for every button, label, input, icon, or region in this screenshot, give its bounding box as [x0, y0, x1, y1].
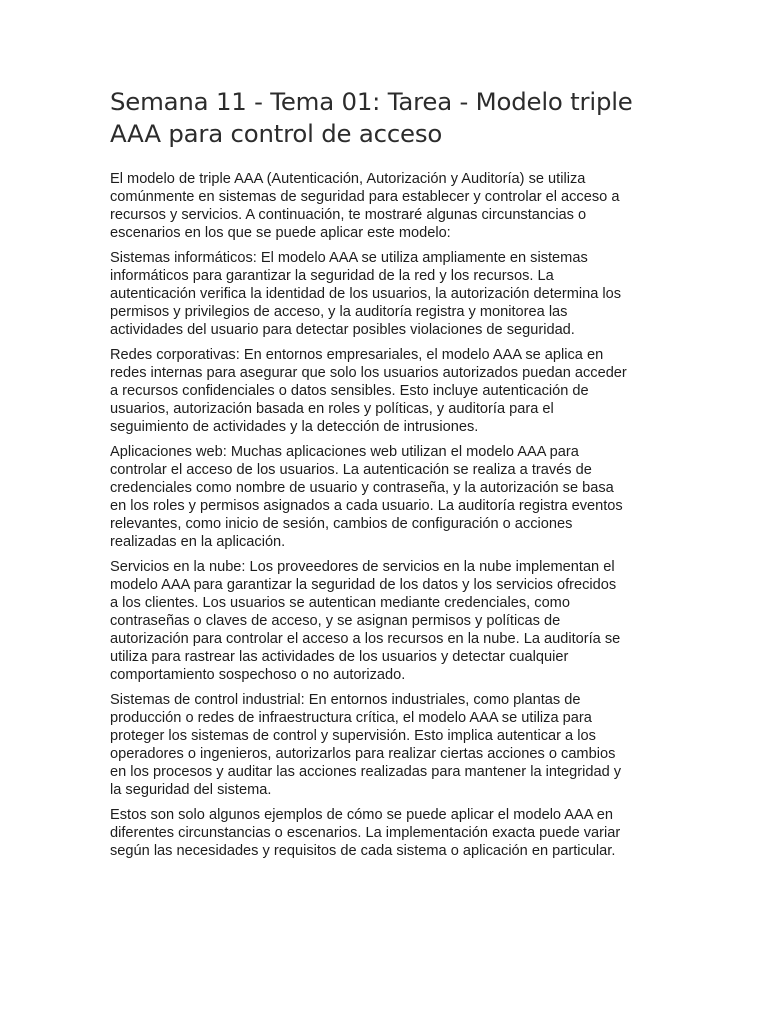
paragraph-sistemas-informaticos: Sistemas informáticos: El modelo AAA se utiliza ampliamente en sistemas informáticos para garantizar la seguridad de la red y los recursos. La autenticación verifica la identidad de los usuarios, la autorización determina los permisos y privilegios de acceso, y la auditoría registra y monitorea las actividades del usuario para detectar posibles violaciones de seguridad. [110, 250, 622, 338]
paragraph-servicios-nube: Servicios en la nube: Los proveedores de servicios en la nube implementan el modelo AAA para garantizar la seguridad de los datos y los servicios ofrecidos a los clientes. Los usuarios se autentican mediante credenciales, como contraseñas o claves de acceso, y se asignan permisos y políticas de autorización para controlar el acceso a los recursos en la nube. La auditoría se utiliza para rastrear las actividades de los usuarios y detectar cualquier comportamiento sospechoso o no autorizado. [110, 559, 621, 683]
paragraph-aplicaciones-web: Aplicaciones web: Muchas aplicaciones web utilizan el modelo AAA para controlar el acceso de los usuarios. La autenticación se realiza a través de credenciales como nombre de usuario y contraseña, y la autorización se basa en los roles y permisos asignados a cada usuario. La auditoría registra eventos relevantes, como inicio de sesión, cambios de configuración o acciones realizadas en la aplicación. [110, 444, 623, 550]
document-body [110, 86, 662, 867]
paragraph-control-industrial: Sistemas de control industrial: En entornos industriales, como plantas de producción o redes de infraestructura crítica, el modelo AAA se utiliza para proteger los sistemas de control y supervisión. Esto implica autenticar a los operadores o ingenieros, autorizarlos para realizar ciertas acciones o cambios en los procesos y auditar las acciones realizadas para mantener la integridad y la seguridad del sistema. [110, 692, 622, 798]
conclusion-paragraph: Estos son solo algunos ejemplos de cómo se puede aplicar el modelo AAA en diferentes circunstancias o escenarios. La implementación exacta puede variar según las necesidades y requisitos de cada sistema o aplicación en particular. [110, 807, 621, 859]
intro-paragraph: El modelo de triple AAA (Autenticación, Autorización y Auditoría) se utiliza comúnmente en sistemas de seguridad para establecer y controlar el acceso a recursos y servicios. A continuación, te mostraré algunas circunstancias o escenarios en los que se puede aplicar este modelo: [110, 171, 620, 241]
page-title: Semana 11 - Tema 01: Tarea - Modelo triple AAA para control de acceso [110, 87, 633, 148]
paragraph-redes-corporativas: Redes corporativas: En entornos empresariales, el modelo AAA se aplica en redes internas para asegurar que solo los usuarios autorizados puedan acceder a recursos confidenciales o datos sensibles. Esto incluye autenticación de usuarios, autorización basada en roles y políticas, y auditoría para el seguimiento de actividades y la detección de intrusiones. [110, 347, 627, 435]
